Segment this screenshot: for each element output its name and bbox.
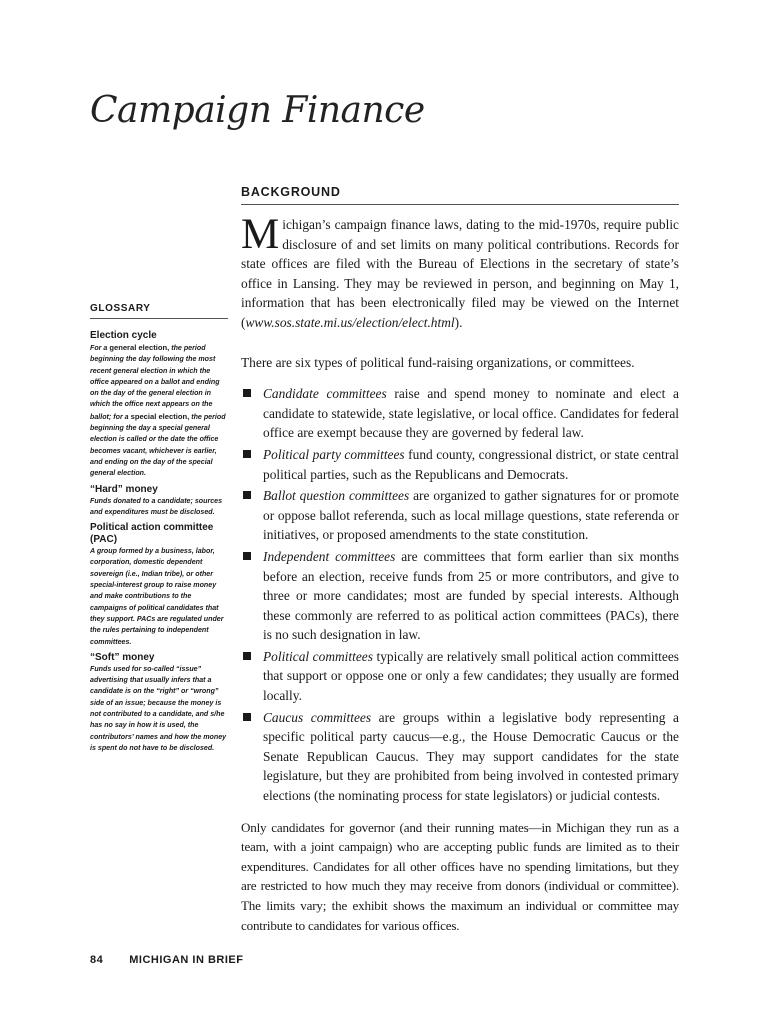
glossary-term-soft-money: “Soft” money [90, 651, 155, 663]
glossary-heading: GLOSSARY [90, 303, 228, 319]
glossary-term-hard-money: “Hard” money [90, 483, 158, 495]
page-number: 84 [90, 954, 104, 966]
square-bullet-icon [243, 450, 251, 458]
list-item: Ballot question committees are organized to gather signatures for or promote or oppose ballot referenda, such as local millage questions, state referenda or initiatives, or proposed amendments to the state constitution. [241, 486, 679, 545]
glossary-def-pac: A group formed by a business, labor, corporation, domestic dependent sovereign (i.e., Indian tribe), or other special-interest group to raise money and make contributions to the campaigns of political candidates that they support. PACs are regulated under the rules pertaining to independent committees. [90, 547, 224, 646]
glossary-sidebar [90, 303, 230, 754]
list-item: Independent committees are committees that form earlier than six months before an election, receive funds from 25 or more contributors, and give to three or more candidates; most are funded by special interests. Although these commonly are referred to as political action committees (PACs), there is no such designation in law. [241, 547, 679, 645]
square-bullet-icon [243, 552, 251, 560]
glossary-def-election-cycle: For a general election, the period beginning the day following the most recent general election in which the office appeared on a ballot and ending on the day of the general election in which the office next appears on the ballot; for a special election, the period beginning the day a special general election is called or the date the office becomes vacant, whichever is earlier, and ending on the day of the special general election. [90, 343, 226, 478]
square-bullet-icon [243, 389, 251, 397]
list-item: Caucus committees are groups within a legislative body representing a specific political party caucus—e.g., the House Democratic Caucus or the Senate Republican Caucus. They may support candidates for the state legislature, but they are prohibited from being involved in contested primary elections (the nominating process for state legislators) or judicial contests. [241, 708, 679, 806]
committee-types-list [241, 384, 679, 805]
glossary-term-pac: Political action committee (PAC) [90, 522, 214, 546]
glossary-term-election-cycle: Election cycle [90, 330, 157, 341]
list-item: Political party committees fund county, congressional district, or state central political parties, such as the Republicans and Democrats. [241, 445, 679, 484]
publication-name: MICHIGAN IN BRIEF [129, 954, 244, 966]
spending-limits-paragraph: Only candidates for governor (and their running mates—in Michigan they run as a team, with a joint campaign) who are accepting public funds are limited as to their expenditures. Candidates for all other offices have no spending limitations, but they are restricted to how much they may receive from donors (individual or committee). The limits vary; the exhibit shows the maximum an individual or committee may contribute to candidates for various offices. [241, 819, 679, 933]
glossary-def-hard-money: Funds donated to a candidate; sources and expenditures must be disclosed. [90, 496, 223, 516]
square-bullet-icon [243, 713, 251, 721]
elections-url-link[interactable]: www.sos.state.mi.us/election/elect.html [245, 314, 455, 330]
main-column [241, 185, 679, 935]
glossary-def-soft-money: Funds used for so-called “issue” advertising that usually infers that a candidate is on the “right” or “wrong” side of an issue; because the money is not contributed to a candidate, and s/he has no say in how it is used, the contributors’ names and how the money is spent do not have to be disclosed. [90, 664, 227, 752]
page-footer [90, 954, 243, 966]
committees-intro: There are six types of political fund-raising organizations, or committees. [241, 354, 635, 370]
page-title: Campaign Finance [90, 90, 425, 131]
square-bullet-icon [243, 491, 251, 499]
square-bullet-icon [243, 652, 251, 660]
drop-cap: M [241, 211, 280, 258]
lead-paragraph: Michigan’s campaign finance laws, dating to the mid-1970s, require public disclosure of and set limits on many political contributions. Records for state offices are filed with the Bureau of Elections in the secretary of state’s office in Lansing. They may be reviewed in person, and beginning on May 1, information that has been electronically filed may be viewed on the Internet (www.sos.state.mi.us/election/elect.html). [241, 211, 679, 330]
list-item: Political committees typically are relatively small political action committees that support or oppose one or only a few candidates; they usually are formed locally. [241, 647, 679, 706]
section-heading-background: BACKGROUND [241, 185, 679, 205]
list-item: Candidate committees raise and spend money to nominate and elect a candidate to statewide, state legislative, or local office. Candidates for federal office are exempt because they are governed by federal law. [241, 384, 679, 443]
